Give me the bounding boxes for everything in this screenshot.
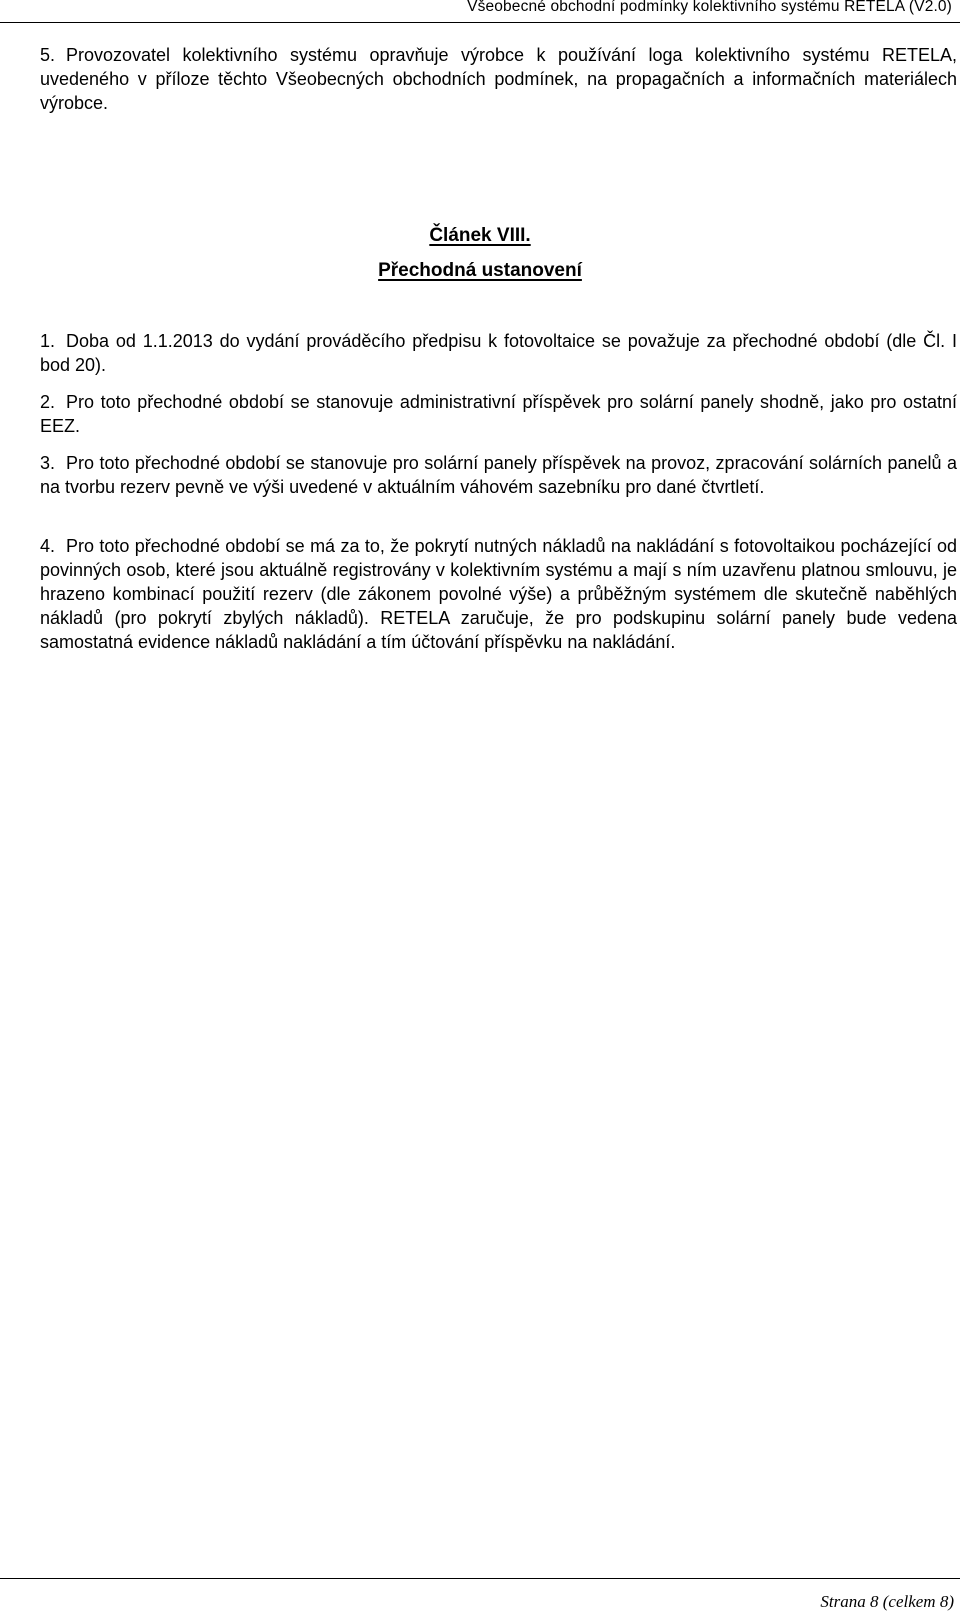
item-number: 4. — [40, 536, 56, 556]
footer-divider — [0, 1578, 960, 1579]
item-text: Pro toto přechodné období se stanovuje pro solární panely příspěvek na provoz, zpracování solárních panelů a na tvorbu rezerv pevně ve výši uvedené v aktuálním váhovém sazebníku pro dané čtvrtletí. — [40, 453, 957, 497]
item-text: Provozovatel kolektivního systému opravňuje výrobce k používání loga kolektivního systému RETELA, uvedeného v příloze těchto Všeobecných obchodních podmínek, na propagačních a informačních materiálech výrobce. — [40, 45, 957, 113]
item-number: 1. — [40, 331, 56, 351]
intro-item-5 — [40, 43, 957, 115]
page-header — [0, 0, 960, 18]
article-subheading — [0, 259, 960, 283]
item-text: Pro toto přechodné období se stanovuje administrativní příspěvek pro solární panely shodně, jako pro ostatní EEZ. — [40, 392, 957, 436]
article-heading-text: Článek VIII. — [429, 225, 531, 246]
item-text: Pro toto přechodné období se má za to, že pokrytí nutných nákladů na nakládání s fotovoltaikou pocházející od povinných osob, které jsou aktuálně registrovány v kolektivním systému a mají s ním uzavřenu platnou smlouvu, je hrazeno kombinací použití rezerv (dle zákonem povolné výše) a průběžným systémem dle skutečně naběhlých nákladů (pro pokrytí zbylých nákladů). RETELA zaručuje, že pro podskupinu solární panely bude vedena samostatná evidence nákladů nakládání a tím účtování příspěvku na nakládání. — [40, 536, 957, 652]
article-subheading-text: Přechodná ustanovení — [378, 260, 582, 281]
article-item-2 — [40, 390, 957, 438]
article-item-3 — [40, 451, 957, 499]
page-number: Strana 8 (celkem 8) — [820, 1592, 954, 1611]
document-title: Všeobecné obchodní podmínky kolektivního systému RETELA (V2.0) — [467, 0, 952, 15]
article-item-1 — [40, 329, 957, 377]
item-number: 5. — [40, 45, 56, 65]
item-text: Doba od 1.1.2013 do vydání prováděcího předpisu k fotovoltaice se považuje za přechodné období (dle Čl. I bod 20). — [40, 331, 957, 375]
header-divider — [0, 22, 960, 23]
item-number: 2. — [40, 392, 56, 412]
item-number: 3. — [40, 453, 56, 473]
article-heading — [0, 224, 960, 248]
article-item-4 — [40, 534, 957, 654]
